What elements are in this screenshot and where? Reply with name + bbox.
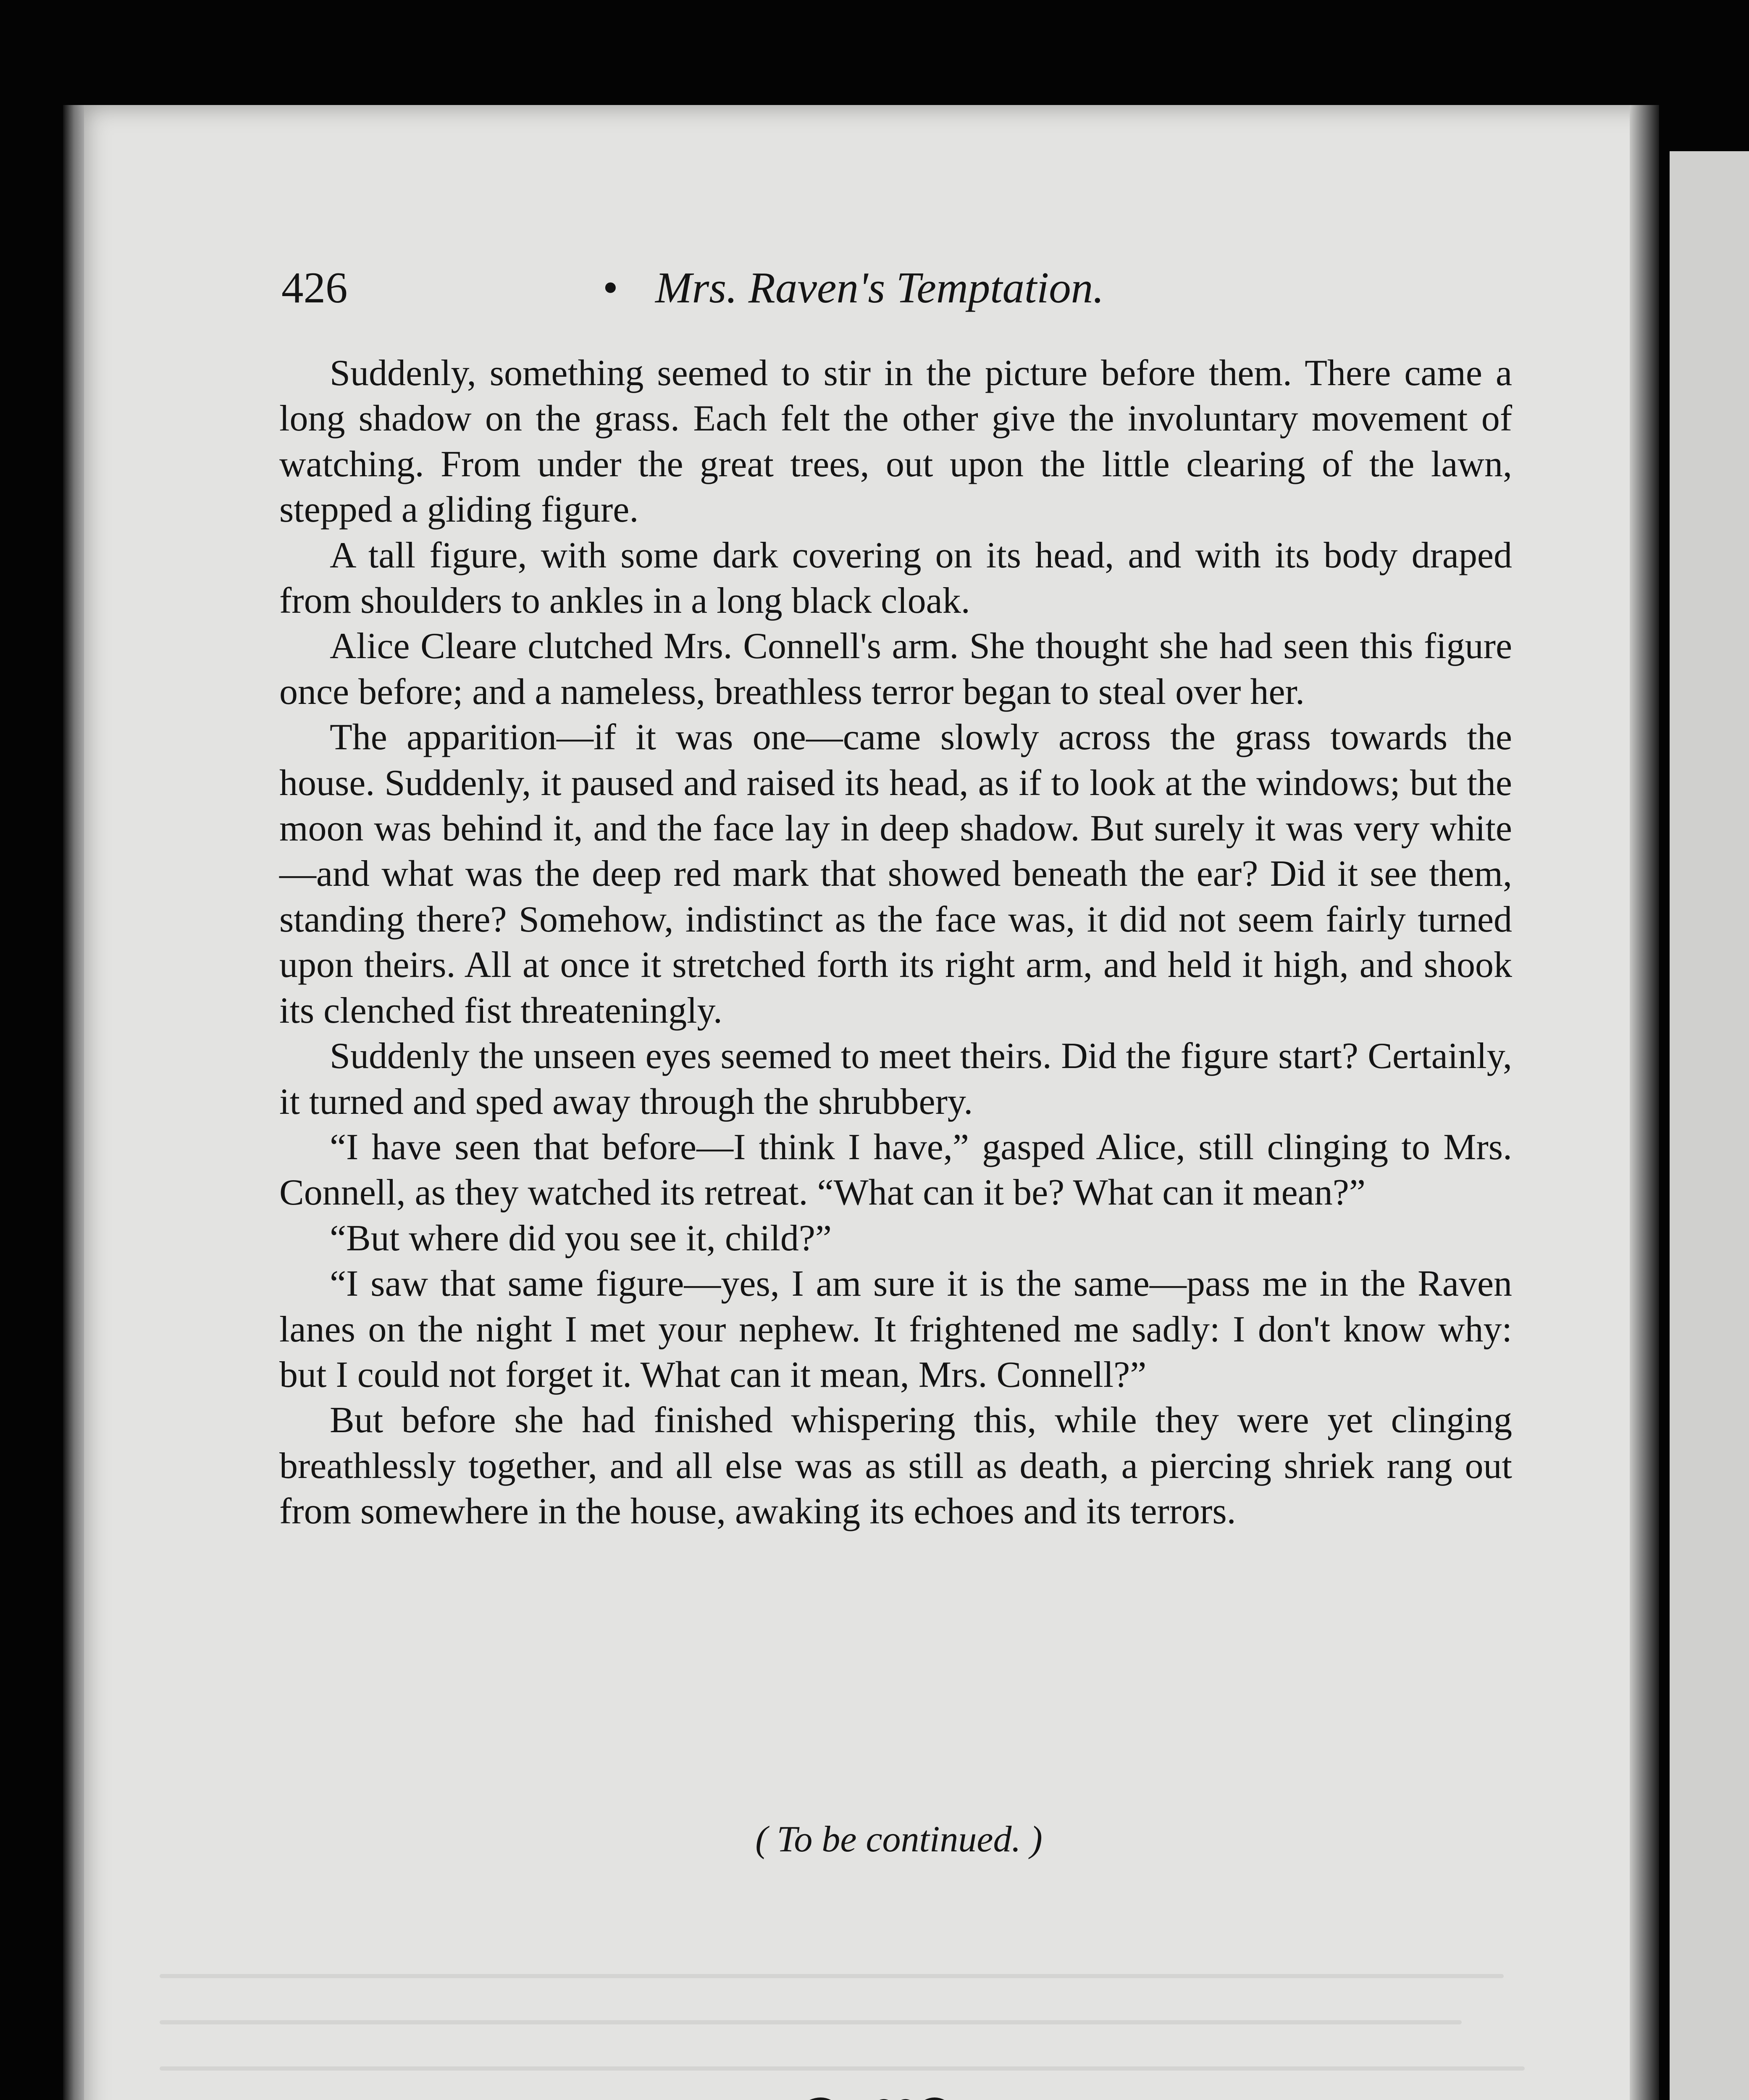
paragraph: Suddenly, something seemed to stir in the picture before them. There came a long shadow on the grass. Each felt the other give the involuntary movement of watching. From under the great trees, out upon the little clearing of the lawn, stepped a gliding figure. xyxy=(279,353,1512,530)
show-through-line xyxy=(160,2066,1525,2071)
page-number: 426 xyxy=(281,263,348,312)
header-separator: • xyxy=(603,263,618,312)
continued-note: ( To be continued. ) xyxy=(755,1819,1043,1860)
paragraph: But before she had finished whispering this, while they were yet clinging breathlessly together, and all else was as still as death, a piercing shriek rang out from somewhere in the house, awaking its echoes and its terrors. xyxy=(279,1400,1512,1532)
running-head xyxy=(281,252,1331,323)
body-text xyxy=(279,351,1512,1535)
running-title: Mrs. Raven's Temptation. xyxy=(655,263,1104,312)
paragraph: Suddenly the unseen eyes seemed to meet theirs. Did the figure start? Certainly, it turned and sped away through the shrubbery. xyxy=(279,1036,1512,1122)
paragraph: “I have seen that before—I think I have,” gasped Alice, still clinging to Mrs. Connell, as they watched its retreat. “What can it be? What can it mean?” xyxy=(279,1126,1512,1213)
page-gutter xyxy=(1630,105,1659,2100)
show-through-line xyxy=(160,1974,1504,1978)
show-through-line xyxy=(160,2020,1462,2024)
paragraph: Alice Cleare clutched Mrs. Connell's arm. She thought she had seen this figure once before; and a nameless, breathless terror began to steal over her. xyxy=(279,626,1512,712)
paragraph: “I saw that same figure—yes, I am sure it is the same—pass me in the Raven lanes on the night I met your nephew. It frightened me sadly: I don't know why: but I could not forget it. What can it mean, Mrs. Connell?” xyxy=(279,1263,1512,1395)
facing-page-edge xyxy=(1670,151,1749,2100)
floral-tailpiece-icon xyxy=(716,2092,1073,2100)
paragraph: The apparition—if it was one—came slowly across the grass towards the house. Suddenly, it paused and raised its head, as if to look at the windows; but the moon was behind it, and the face lay in deep shadow. But surely it was very white—and what was the deep red mark that showed beneath the ear? Did it see them, standing there? Somehow, indistinct as the face was, it did not seem fairly turned upon theirs. All at once it stretched forth its right arm, and held it high, and shook its clenched fist threateningly. xyxy=(279,717,1512,1031)
paragraph: “But where did you see it, child?” xyxy=(330,1218,832,1259)
paragraph: A tall figure, with some dark covering on its head, and with its body draped from shoulders to ankles in a long black cloak. xyxy=(279,535,1512,622)
